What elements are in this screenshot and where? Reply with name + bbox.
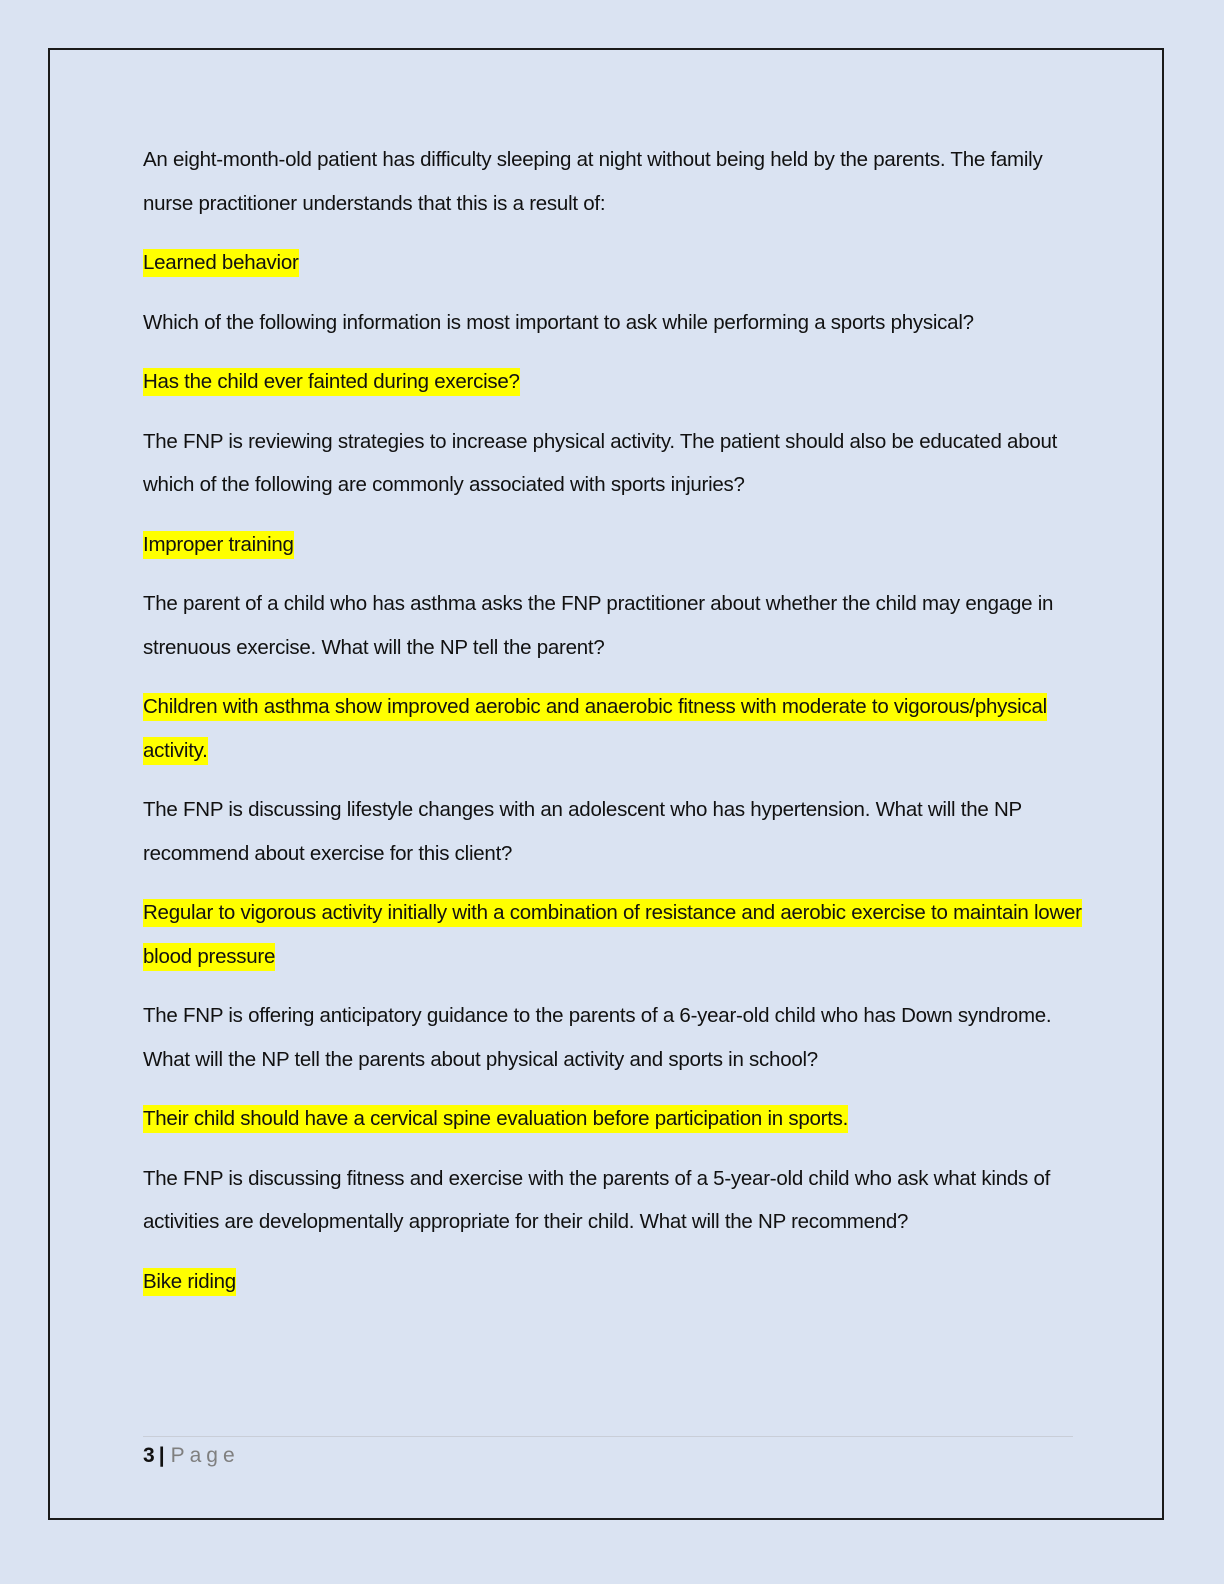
question-5: The FNP is discussing lifestyle changes with an adolescent who has hypertension. What will the NP recommend about exercise for this client? bbox=[143, 798, 1022, 865]
answer-5 bbox=[143, 891, 1083, 978]
answer-1 bbox=[143, 241, 1083, 285]
page-footer bbox=[143, 1436, 1073, 1471]
answer-2 bbox=[143, 360, 1083, 404]
answer-highlight: Their child should have a cervical spine evaluation before participation in sports. bbox=[143, 1105, 848, 1133]
answer-6 bbox=[143, 1097, 1083, 1141]
question-6: The FNP is offering anticipatory guidance to the parents of a 6-year-old child who has Down syndrome. What will the NP tell the parents about physical activity and sports in school? bbox=[143, 1004, 1052, 1071]
answer-highlight: Improper training bbox=[143, 531, 294, 559]
answer-7 bbox=[143, 1260, 1083, 1304]
answer-highlight: Learned behavior bbox=[143, 249, 299, 277]
answer-4 bbox=[143, 685, 1083, 772]
question-4: The parent of a child who has asthma asks the FNP practitioner about whether the child may engage in strenuous exercise. What will the NP tell the parent? bbox=[143, 592, 1054, 659]
document-body bbox=[143, 138, 1083, 1319]
question-7: The FNP is discussing fitness and exercise with the parents of a 5-year-old child who ask what kinds of activities are developmentally appropriate for their child. What will the NP recommend? bbox=[143, 1166, 1051, 1233]
answer-highlight: Regular to vigorous activity initially with a combination of resistance and aerobic exercise to maintain lower blood pressure bbox=[143, 899, 1082, 971]
footer-separator: | bbox=[158, 1444, 165, 1467]
question-3: The FNP is reviewing strategies to increase physical activity. The patient should also be educated about which of the following are commonly associated with sports injuries? bbox=[143, 429, 1058, 496]
answer-highlight: Has the child ever fainted during exercise? bbox=[143, 368, 520, 396]
page-number: 3 bbox=[143, 1444, 155, 1467]
page-label: Page bbox=[170, 1444, 240, 1467]
answer-3 bbox=[143, 523, 1083, 567]
question-1: An eight-month-old patient has difficulty sleeping at night without being held by the parents. The family nurse practitioner understands that this is a result of: bbox=[143, 148, 1043, 215]
answer-highlight: Children with asthma show improved aerobic and anaerobic fitness with moderate to vigorous/physical activity. bbox=[143, 693, 1047, 765]
question-2: Which of the following information is most important to ask while performing a sports physical? bbox=[143, 310, 974, 334]
answer-highlight: Bike riding bbox=[143, 1268, 236, 1296]
